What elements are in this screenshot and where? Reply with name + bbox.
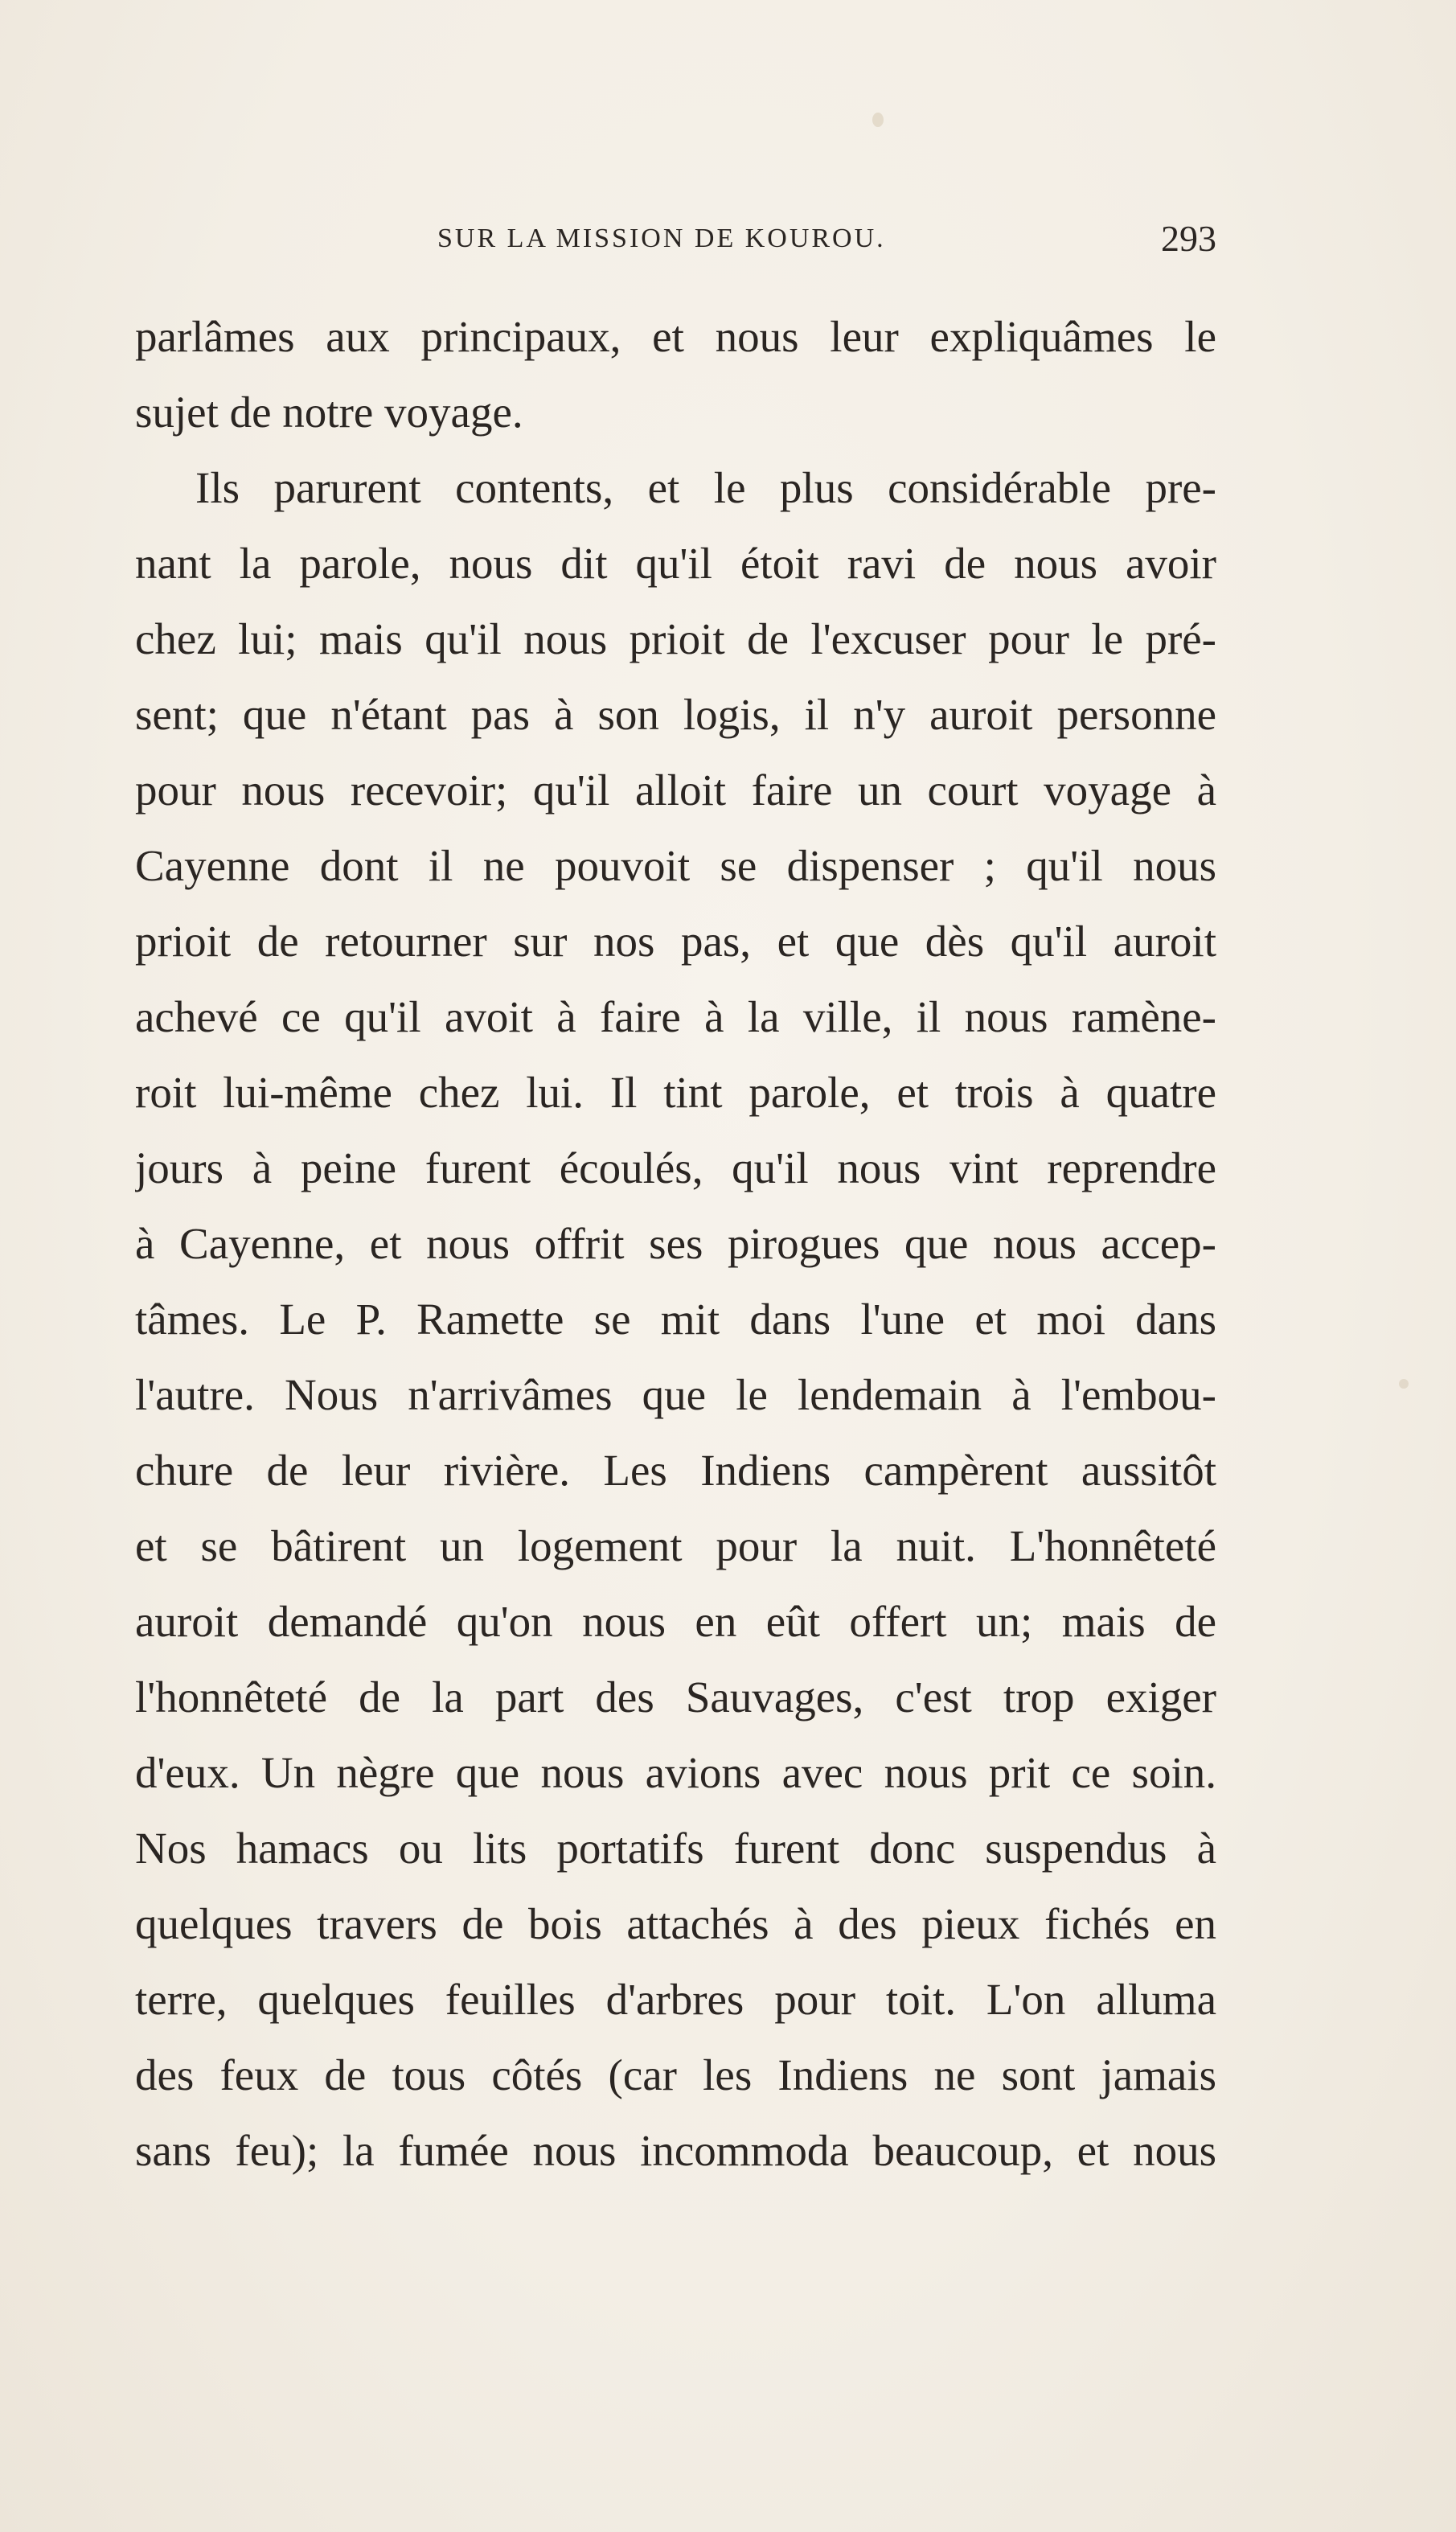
text-line: terre, quelques feuilles d'arbres pour toit. L'on alluma (135, 1975, 1216, 2024)
text-line: l'honnêteté de la part des Sauvages, c'est trop exiger (135, 1672, 1216, 1722)
paragraph (135, 299, 1216, 450)
text-line: quelques travers de bois attachés à des pieux fichés en (135, 1899, 1216, 1948)
text-line: sujet de notre voyage. (135, 388, 523, 437)
paper-speck (872, 113, 884, 127)
text-line: auroit demandé qu'on nous en eût offert un; mais de (135, 1597, 1216, 1646)
text-line: des feux de tous côtés (car les Indiens ne sont jamais (135, 2050, 1216, 2099)
text-line: à Cayenne, et nous offrit ses pirogues que nous accep- (135, 1219, 1216, 1268)
running-head (135, 217, 1216, 265)
text-line: sans feu); la fumée nous incommoda beaucoup, et nous (135, 2126, 1216, 2175)
body-text (135, 299, 1216, 2189)
text-line: Cayenne dont il ne pouvoit se dispenser ; qu'il nous (135, 841, 1216, 890)
text-line: Nos hamacs ou lits portatifs furent donc suspendus à (135, 1824, 1216, 1873)
text-line: d'eux. Un nègre que nous avions avec nous prit ce soin. (135, 1748, 1216, 1797)
text-line: pour nous recevoir; qu'il alloit faire un court voyage à (135, 765, 1216, 815)
page-number: 293 (1161, 218, 1216, 259)
text-line: roit lui-même chez lui. Il tint parole, et trois à quatre (135, 1068, 1216, 1117)
text-line: l'autre. Nous n'arrivâmes que le lendemain à l'embou- (135, 1370, 1216, 1419)
text-line: parlâmes aux principaux, et nous leur expliquâmes le (135, 312, 1216, 361)
running-title: SUR LA MISSION DE KOUROU. (437, 224, 886, 253)
text-line: achevé ce qu'il avoit à faire à la ville, il nous ramène- (135, 992, 1216, 1041)
text-line: tâmes. Le P. Ramette se mit dans l'une et moi dans (135, 1295, 1216, 1344)
text-line: prioit de retourner sur nos pas, et que dès qu'il auroit (135, 917, 1216, 966)
text-line: nant la parole, nous dit qu'il étoit ravi de nous avoir (135, 539, 1216, 588)
paragraph (135, 450, 1216, 2189)
text-line: Ils parurent contents, et le plus considérable pre- (195, 463, 1216, 512)
text-line: chure de leur rivière. Les Indiens campèrent aussitôt (135, 1446, 1216, 1495)
paper-speck (1399, 1379, 1409, 1389)
text-line: et se bâtirent un logement pour la nuit. L'honnêteté (135, 1521, 1216, 1570)
text-line: sent; que n'étant pas à son logis, il n'y auroit personne (135, 690, 1216, 739)
text-line: chez lui; mais qu'il nous prioit de l'excuser pour le pré- (135, 614, 1216, 663)
text-line: jours à peine furent écoulés, qu'il nous vint reprendre (135, 1143, 1216, 1192)
